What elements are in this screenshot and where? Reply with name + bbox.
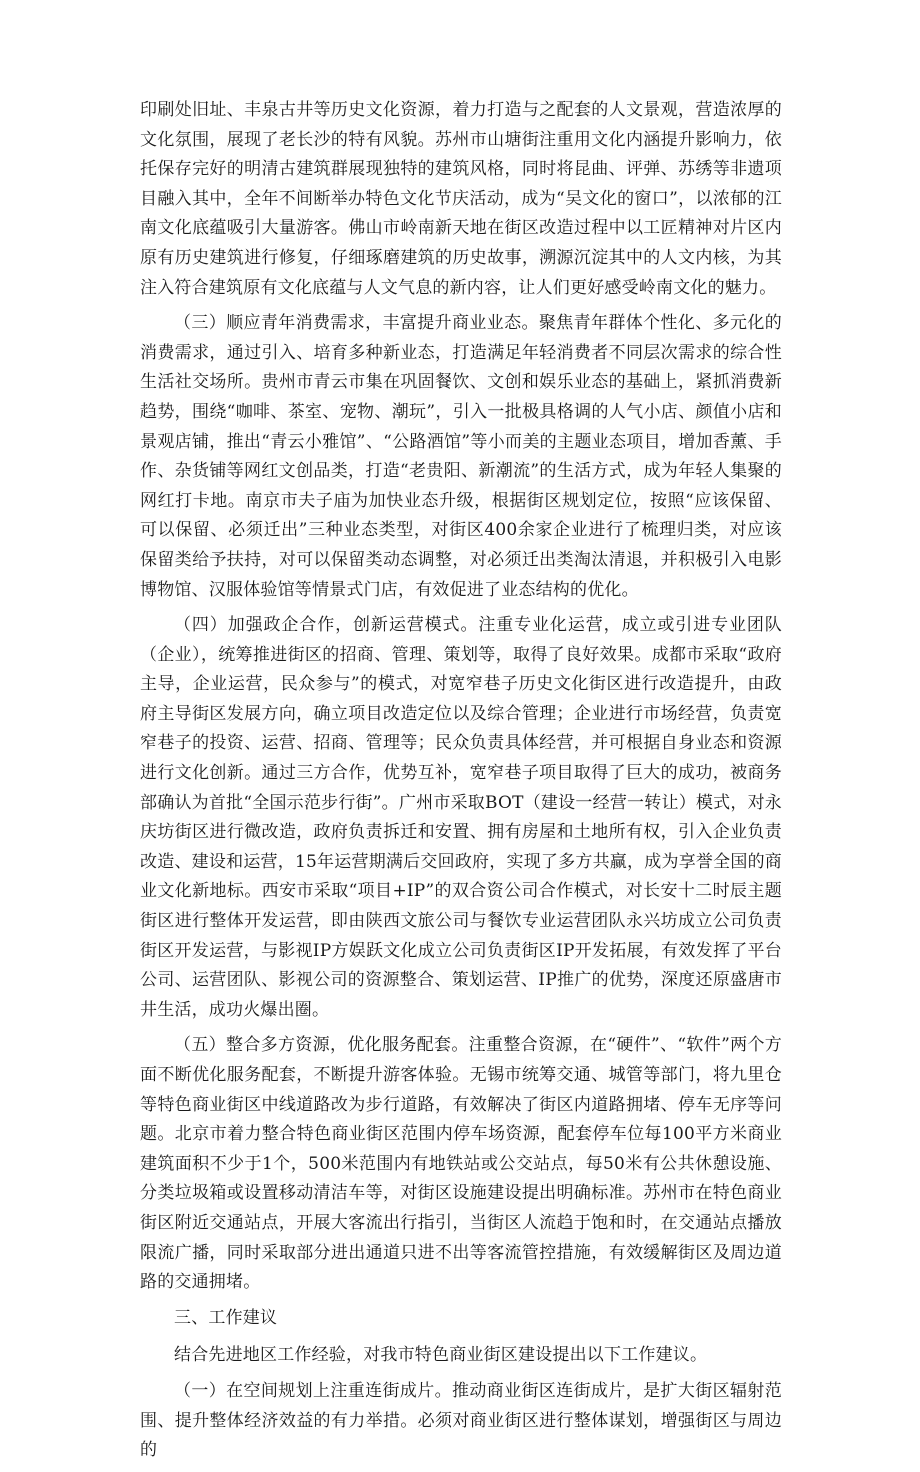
paragraph-spatial-planning: （一）在空间规划上注重连街成片。推动商业街区连街成片，是扩大街区辐射范围、提升整体经济效益的有力举措。必须对商业街区进行整体谋划，增强街区与周边的 [140, 1380, 782, 1461]
section-heading-work-suggestions: 三、工作建议 [174, 1307, 278, 1328]
paragraph-culture-continued: 印刷处旧址、丰泉古井等历史文化资源，着力打造与之配套的人文景观，营造浓厚的文化氛围，展现了老长沙的特有风貌。苏州市山塘街注重用文化内涵提升影响力，依托保存完好的明清古建筑群展现独特的建筑风格，同时将昆曲、评弹、苏绣等非遗项目融入其中，全年不间断举办特色文化节庆活动，成为“吴文化的窗口”，以浓郁的江南文化底蕴吸引大量游客。佛山市岭南新天地在街区改造过程中以工匠精神对片区内原有历史建筑进行修复，仔细琢磨建筑的历史故事，溯源沉淀其中的人文内核，为其注入符合建筑原有文化底蕴与人文气息的新内容，让人们更好感受岭南文化的魅力。 [140, 100, 782, 298]
paragraph-suggestion-intro: 结合先进地区工作经验，对我市特色商业街区建设提出以下工作建议。 [174, 1345, 708, 1366]
paragraph-government-enterprise: （四）加强政企合作，创新运营模式。注重专业化运营，成立或引进专业团队（企业），统筹推进街区的招商、管理、策划等，取得了良好效果。成都市采取“政府主导，企业运营，民众参与”的模式，对宽窄巷子历史文化街区进行改造提升，由政府主导街区发展方向，确立项目改造定位以及综合管理；企业进行市场经营，负责宽窄巷子的投资、运营、招商、管理等；民众负责具体经营，并可根据自身业态和资源进行文化创新。通过三方合作，优势互补，宽窄巷子项目取得了巨大的成功，被商务部确认为首批“全国示范步行街”。广州市采取BOT（建设一经营一转让）模式，对永庆坊街区进行微改造，政府负责拆迁和安置、拥有房屋和土地所有权，引入企业负责改造、建设和运营，15年运营期满后交回政府，实现了多方共赢，成为享誉全国的商业文化新地标。西安市采取“项目+IP”的双合资公司合作模式，对长安十二时辰主题街区进行整体开发运营，即由陕西文旅公司与餐饮专业运营团队永兴坊成立公司负责街区开发运营，与影视IP方娱跃文化成立公司负责街区IP开发拓展，有效发挥了平台公司、运营团队、影视公司的资源整合、策划运营、IP推广的优势，深度还原盛唐市井生活，成功火爆出圈。 [140, 615, 782, 1020]
paragraph-resource-integration: （五）整合多方资源，优化服务配套。注重整合资源，在“硬件”、“软件”两个方面不断优化服务配套，不断提升游客体验。无锡市统筹交通、城管等部门，将九里仓等特色商业街区中线道路改为步行道路，有效解决了街区内道路拥堵、停车无序等问题。北京市着力整合特色商业街区范围内停车场资源，配套停车位每100平方米商业建筑面积不少于1个，500米范围内有地铁站或公交站点，每50米有公共休憩设施、分类垃圾箱或设置移动清洁车等，对街区设施建设提出明确标准。苏州市在特色商业街区附近交通站点，开展大客流出行指引，当街区人流趋于饱和时，在交通站点播放限流广播，同时采取部分进出通道只进不出等客流管控措施，有效缓解街区及周边道路的交通拥堵。 [140, 1035, 782, 1293]
paragraph-youth-consumption: （三）顺应青年消费需求，丰富提升商业业态。聚焦青年群体个性化、多元化的消费需求，通过引入、培育多种新业态，打造满足年轻消费者不同层次需求的综合性生活社交场所。贵州市青云市集在巩固餐饮、文创和娱乐业态的基础上，紧抓消费新趋势，围绕“咖啡、茶室、宠物、潮玩”，引入一批极具格调的人气小店、颜值小店和景观店铺，推出“青云小雅馆”、“公路酒馆”等小而美的主题业态项目，增加香薰、手作、杂货铺等网红文创品类，打造“老贵阳、新潮流”的生活方式，成为年轻人集聚的网红打卡地。南京市夫子庙为加快业态升级，根据街区规划定位，按照“应该保留、可以保留、必须迁出”三种业态类型，对街区400余家企业进行了梳理归类，对应该保留类给予扶持，对可以保留类动态调整，对必须迁出类淘汰清退，并积极引入电影博物馆、汉服体验馆等情景式门店，有效促进了业态结构的优化。 [140, 313, 782, 600]
document-body [140, 96, 782, 1472]
